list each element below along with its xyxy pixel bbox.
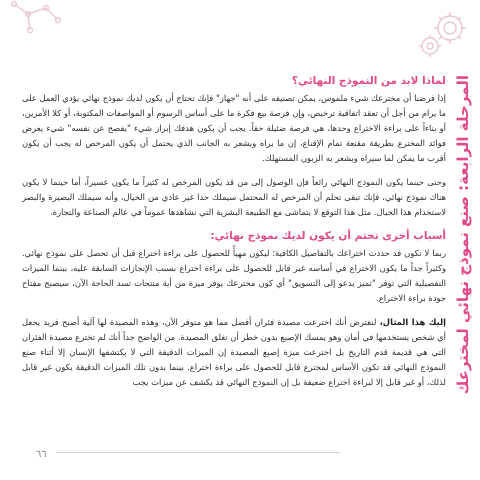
gear-ornament-icon	[416, 6, 474, 64]
section1-paragraph2: وحتى حينما يكون النموذج النهائي رائعاً فإن الوصول إلى من قد يكون المرخص له كثيراً ما يكون عسيراً، أما حينما لا يكون هناك نموذج نهائي، فإنك تبقى تحلم أن المرخص له المحتمل سيملك حدا غير عادي من الخيال، وأنه سيملك البصيرة والبصر لاستخدام هذا الخيال. مثل هذا التوقع لا يتماشى مع الطبيعة البشرية التي نشاهدها عموماً في عالم الصناعة والتجارة.	[22, 177, 446, 217]
section1-paragraph1: إذا فرضنا أن مخترعك شيء ملموس، يمكن تصنيفه على أنه "جهاز" فإنك تحتاج أن يكون لديك نموذج نهائي يؤدي العمل على ما يرام من أجل أن تعقد اتفاقية ترخيص، وإن فرصة بيع فكرة ما على أساس الرسوم أو المواصفات المكتوبة، أو كلا الأمرين، أو بناءاً على براءة الاختراع وحدها، هي فرصة ضئيلة حقاً. يجب أن يكون هدفك إبراز شيء "يفصح عن نفسه" شيء يعرض فوائد المخترع بطريقة مقنعة تمام الإقناع، إن ما يراه ويشعر به الجانب الذي يحتمل أن يكون المرخص له يجب أن يكون أقرب ما يمكن لما سيراه ويشعر به الزبون المستهلك.	[22, 93, 446, 163]
section2-paragraph1: ربما لا تكون قد حددت اختراعك بالتفاصيل الكافية؛ ليكون مهيأً للحصول على براءة اختراع قبل أن تحصل على نموذج نهائي. وكثيراً جداً ما يكون الاختراع في أساسه غير قابل للحصول على براءة اختراع بسبب الإنجازات السابقة عليه، بينما الميزات التفصيلية التي توفر "تميز يدعو إلى التسويق" أي كون مخترعك يوفر ميزة من أية منتجات تسد الحاجة الآن، سيصبح مفتاح جودة براءة الاختراع.	[22, 248, 446, 303]
page-number: ٦٦	[36, 449, 47, 460]
main-content	[22, 74, 446, 440]
section2-paragraph2-text: لنفترض أنك اخترعت مصيدة فئران أفضل مما هو متوفر الآن، وهذه المصيدة لها آلية أصبح فريد يجعل أي شخص يستخدمها في أمان وهو يمسك الإصبع بدون خطر أن تغلق المصيدة. من الواضح جداً أنك لم تخترع مصيدة الفئران التي هي قديمة قدم التاريخ بل اخترعت ميزة إصبع المصيدة إن الميزات الدقيقة التي لا يكتشفها الإنسان إلا أثناء صنع النموذج النهائي قد تكون الأساس لمخترع قابل للحصول على براءة اختراع. بينما بدون تلك الميزات الدقيقة يكون غير قابل لذلك، أو غير قابل إلا لبراءة اختراع ضعيفة بل إن النموذج النهائي قد يكشف عن ميزات يجب	[22, 317, 446, 387]
section2-paragraph2	[22, 315, 446, 390]
side-title: المرحلة الرابعة: صنع نموذج نهائي لمخترعك	[454, 75, 472, 395]
example-lead: إليك هذا المثال،	[379, 317, 446, 327]
section2-heading: أسباب أخرى تحتم أن يكون لديك نموذج نهائي:	[210, 230, 446, 242]
section1-heading: لماذا لابد من النموذج النهائي؟	[291, 75, 446, 87]
footer-divider	[56, 452, 340, 453]
side-banner	[450, 70, 476, 400]
molecule-ornament-icon	[6, 0, 66, 40]
